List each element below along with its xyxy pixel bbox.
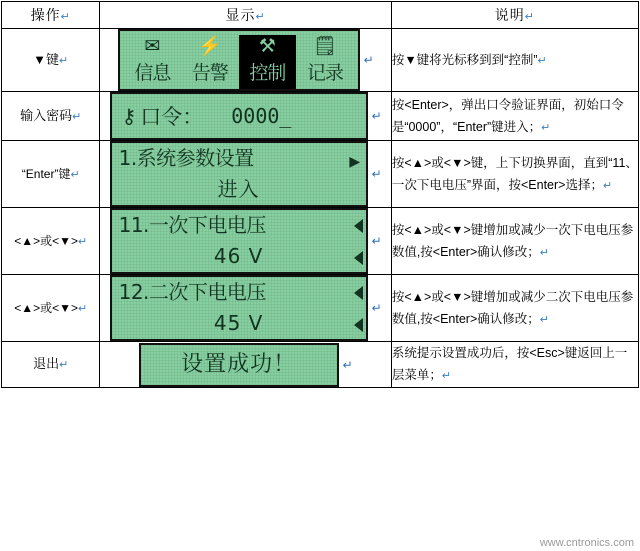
- lcd-label-row: [120, 59, 358, 89]
- pilcrow-mark: ↵: [59, 359, 69, 371]
- lcd-line-2: 46 V: [213, 244, 264, 268]
- pilcrow-mark: ↵: [539, 246, 549, 259]
- header-operation: 操作↵: [2, 2, 100, 29]
- password-label: 口令：: [140, 105, 204, 129]
- pilcrow-mark: ↵: [441, 370, 452, 382]
- pilcrow-mark: ↵: [342, 357, 353, 372]
- display-cell: [100, 141, 391, 208]
- lcd-screen-menu-item: [110, 141, 368, 207]
- pilcrow-mark: ↵: [524, 11, 536, 23]
- pilcrow-mark: ↵: [371, 301, 382, 315]
- pilcrow-mark: ↵: [72, 110, 82, 123]
- cursor-marker-icon: [354, 318, 363, 332]
- pilcrow-mark: ↵: [255, 11, 266, 23]
- description-cell: 系统提示设置成功后，按<Esc>键返回上一层菜单；↵: [391, 342, 638, 388]
- watermark: www.cntronics.com: [539, 537, 634, 549]
- arrow-right-icon: ▶: [349, 154, 360, 170]
- menu-label-control: 控制: [239, 59, 297, 89]
- description-cell: 按<▲>或<▼>键增加或减少二次下电电压参数值,按<Enter>确认修改；↵: [391, 275, 638, 342]
- alarm-icon: ⚡: [198, 36, 222, 57]
- pilcrow-mark: ↵: [371, 167, 382, 181]
- pilcrow-mark: ↵: [78, 302, 88, 315]
- operation-cell: ▼键↵: [2, 29, 100, 92]
- lcd-screen-password: [110, 92, 368, 140]
- description-cell: 按<Enter>，弹出口令验证界面，初始口令是“0000”，“Enter”键进入；↵: [391, 92, 638, 141]
- operation-cell: <▲>或<▼>↵: [2, 275, 100, 342]
- lcd-screen-success: [139, 343, 339, 387]
- lcd-screen-param-11: [110, 208, 368, 274]
- table-row: [2, 275, 639, 342]
- success-message: 设置成功！: [181, 351, 297, 377]
- cursor-marker-icon: [354, 219, 363, 233]
- cursor-marker-icon: [354, 286, 363, 300]
- table-row: [2, 342, 639, 388]
- display-cell: [100, 342, 391, 388]
- pilcrow-mark: ↵: [537, 54, 547, 67]
- lcd-line-2: 45 V: [213, 311, 264, 335]
- pilcrow-mark: ↵: [70, 168, 80, 181]
- pilcrow-mark: ↵: [78, 235, 88, 248]
- lcd-screen-menu: [118, 29, 360, 91]
- table-row: [2, 208, 639, 275]
- pilcrow-mark: ↵: [602, 179, 613, 192]
- display-cell: [100, 208, 391, 275]
- lcd-line-2: 进入: [217, 177, 260, 201]
- pilcrow-mark: ↵: [371, 234, 382, 248]
- operation-cell: 输入密码↵: [2, 92, 100, 141]
- header-display: 显示↵: [100, 2, 391, 29]
- pilcrow-mark: ↵: [541, 121, 551, 134]
- mail-icon: ✉: [144, 36, 161, 57]
- display-cell: [100, 29, 391, 92]
- header-description: 说明↵: [391, 2, 638, 29]
- description-cell: 按▼键将光标移到到“控制”↵: [391, 29, 638, 92]
- table-row: [2, 29, 639, 92]
- display-cell: [100, 92, 391, 141]
- operation-cell: 退出↵: [2, 342, 100, 388]
- menu-label-record: 记录: [306, 62, 343, 84]
- pilcrow-mark: ↵: [539, 313, 549, 326]
- lcd-icon-row: [120, 31, 358, 59]
- pilcrow-mark: ↵: [60, 11, 71, 23]
- pilcrow-mark: ↵: [59, 54, 69, 67]
- password-value: 0000_: [231, 104, 292, 128]
- operation-cell: “Enter”键↵: [2, 141, 100, 208]
- menu-label-info: 信息: [134, 62, 171, 84]
- table-header-row: [2, 2, 639, 29]
- pilcrow-mark: ↵: [363, 53, 374, 67]
- cursor-marker-icon: [354, 251, 363, 265]
- record-icon: 🗒: [312, 36, 337, 57]
- password-line: [112, 94, 366, 138]
- table-row: [2, 92, 639, 141]
- key-icon: ⚷: [121, 104, 135, 128]
- lcd-line-1: 1.系统参数设置 ▶: [112, 143, 366, 174]
- operation-cell: <▲>或<▼>↵: [2, 208, 100, 275]
- description-cell: 按<▲>或<▼>键增加或减少一次下电电压参数值,按<Enter>确认修改；↵: [391, 208, 638, 275]
- control-icon: ⚒: [239, 35, 297, 59]
- pilcrow-mark: ↵: [371, 109, 382, 123]
- menu-label-alarm: 告警: [191, 62, 228, 84]
- lcd-screen-param-12: [110, 275, 368, 341]
- display-cell: [100, 275, 391, 342]
- lcd-line-1: 11.一次下电电压: [118, 213, 266, 237]
- procedure-table: [1, 1, 639, 388]
- description-cell: 按<▲>或<▼>键，上下切换界面，直到“11、一次下电电压”界面，按<Enter>选择；↵: [391, 141, 638, 208]
- lcd-line-1: 12.二次下电电压: [118, 280, 266, 304]
- table-row: [2, 141, 639, 208]
